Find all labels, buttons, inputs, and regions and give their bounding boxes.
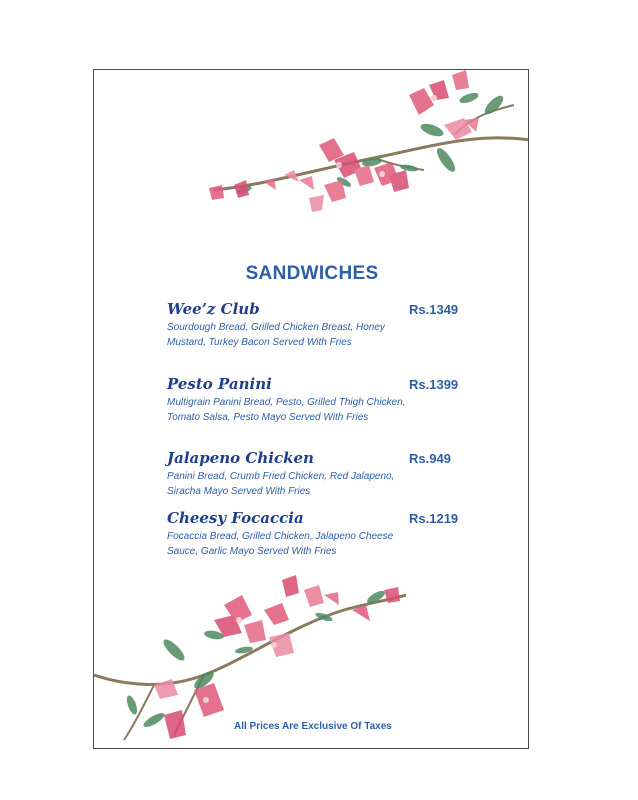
item-price: Rs.1349 — [409, 302, 459, 317]
item-name: Cheesy Focaccia — [167, 509, 304, 527]
menu-card — [93, 69, 529, 749]
section-title: SANDWICHES — [245, 263, 379, 284]
menu-item — [167, 300, 417, 350]
bougainvillea-branch-top — [204, 70, 529, 235]
item-name: Pesto Panini — [167, 375, 272, 393]
menu-item — [167, 375, 417, 425]
item-price: Rs.1219 — [409, 511, 459, 526]
item-name: Wee’z Club — [167, 300, 260, 318]
menu-item — [167, 449, 417, 499]
item-name: Jalapeno Chicken — [167, 449, 314, 467]
tax-note: All Prices Are Exclusive Of Taxes — [234, 721, 392, 732]
item-description: Focaccia Bread, Grilled Chicken, Jalapeno Cheese Sauce, Garlic Mayo Served With Fries — [167, 531, 394, 557]
item-description: Multigrain Panini Bread, Pesto, Grilled Thigh Chicken, Tomato Salsa, Pesto Mayo Served With Fries — [167, 397, 406, 423]
item-description: Sourdough Bread, Grilled Chicken Breast, Honey Mustard, Turkey Bacon Served With Fries — [167, 322, 385, 348]
item-description: Panini Bread, Crumb Fried Chicken, Red Jalapeno, Siracha Mayo Served With Fries — [167, 471, 395, 497]
item-price: Rs.1399 — [409, 377, 459, 392]
menu-item — [167, 509, 417, 559]
item-price: Rs.949 — [409, 451, 451, 466]
